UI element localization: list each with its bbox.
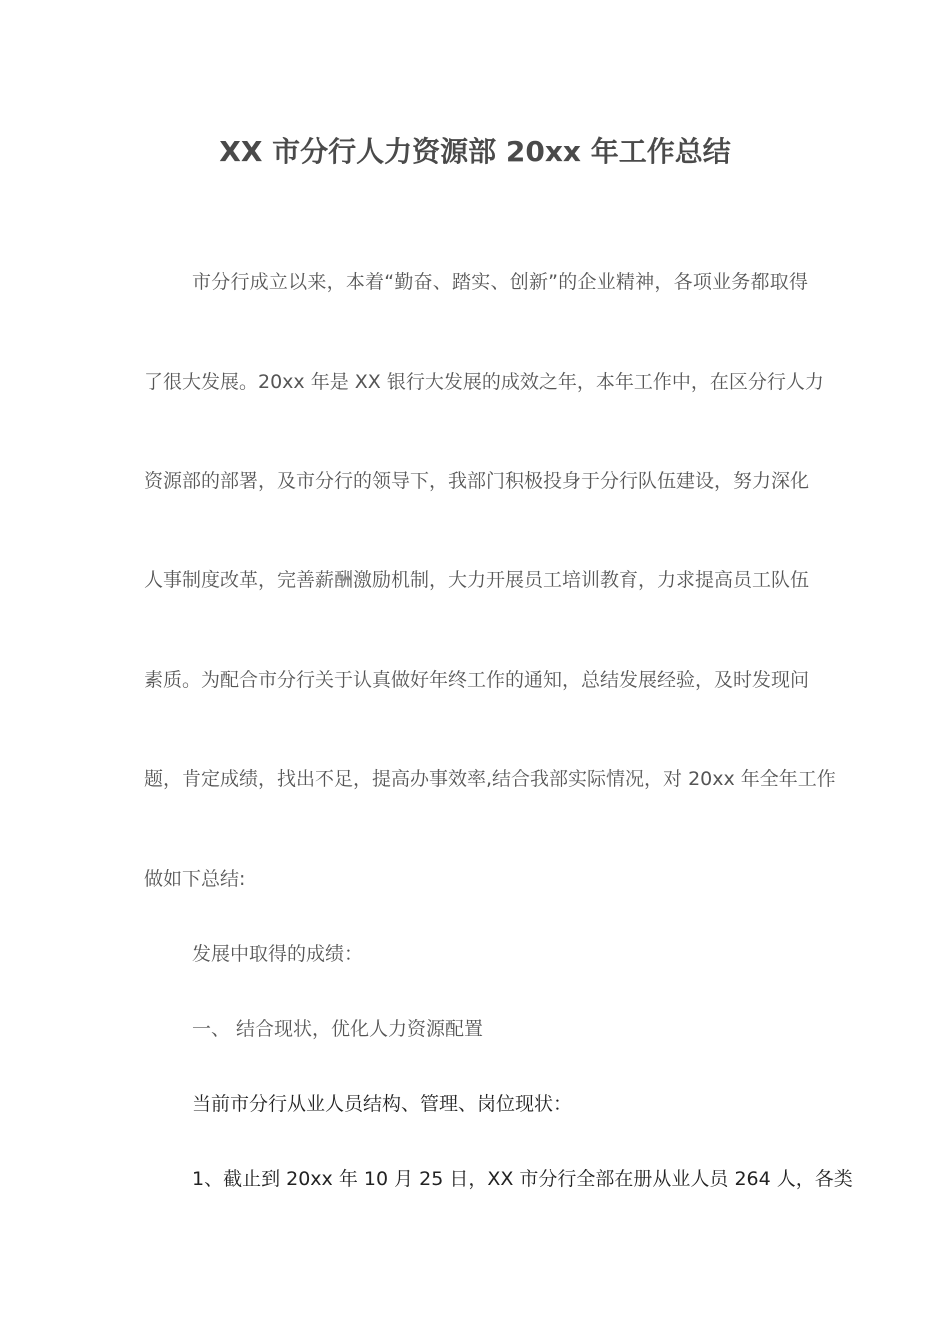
intro-line-2: 了很大发展。20xx 年是 XX 银行大发展的成效之年，本年工作中，在区分行人力 <box>144 371 824 393</box>
intro-line-5: 素质。为配合市分行关于认真做好年终工作的通知，总结发展经验，及时发现问 <box>144 669 810 691</box>
intro-line-4: 人事制度改革，完善薪酬激励机制，大力开展员工培训教育，力求提高员工队伍 <box>144 569 810 591</box>
intro-line-3: 资源部的部署，及市分行的领导下，我部门积极投身于分行队伍建设，努力深化 <box>144 470 810 492</box>
intro-line-7: 做如下总结: <box>144 868 246 890</box>
intro-line-1: 市分行成立以来，本着“勤奋、踏实、创新”的企业精神，各项业务都取得 <box>192 271 808 293</box>
document-title: XX 市分行人力资源部 20xx 年工作总结 <box>219 135 731 168</box>
achievements-heading: 发展中取得的成绩： <box>192 943 364 965</box>
section-one-heading: 一、 结合现状，优化人力资源配置 <box>192 1018 484 1040</box>
status-heading: 当前市分行从业人员结构、管理、岗位现状： <box>192 1093 573 1115</box>
intro-line-6: 题，肯定成绩，找出不足，提高办事效率,结合我部实际情况，对 20xx 年全年工作 <box>144 768 836 790</box>
item-one-line: 1、截止到 20xx 年 10 月 25 日，XX 市分行全部在册从业人员 264 人，各类 <box>192 1168 853 1190</box>
